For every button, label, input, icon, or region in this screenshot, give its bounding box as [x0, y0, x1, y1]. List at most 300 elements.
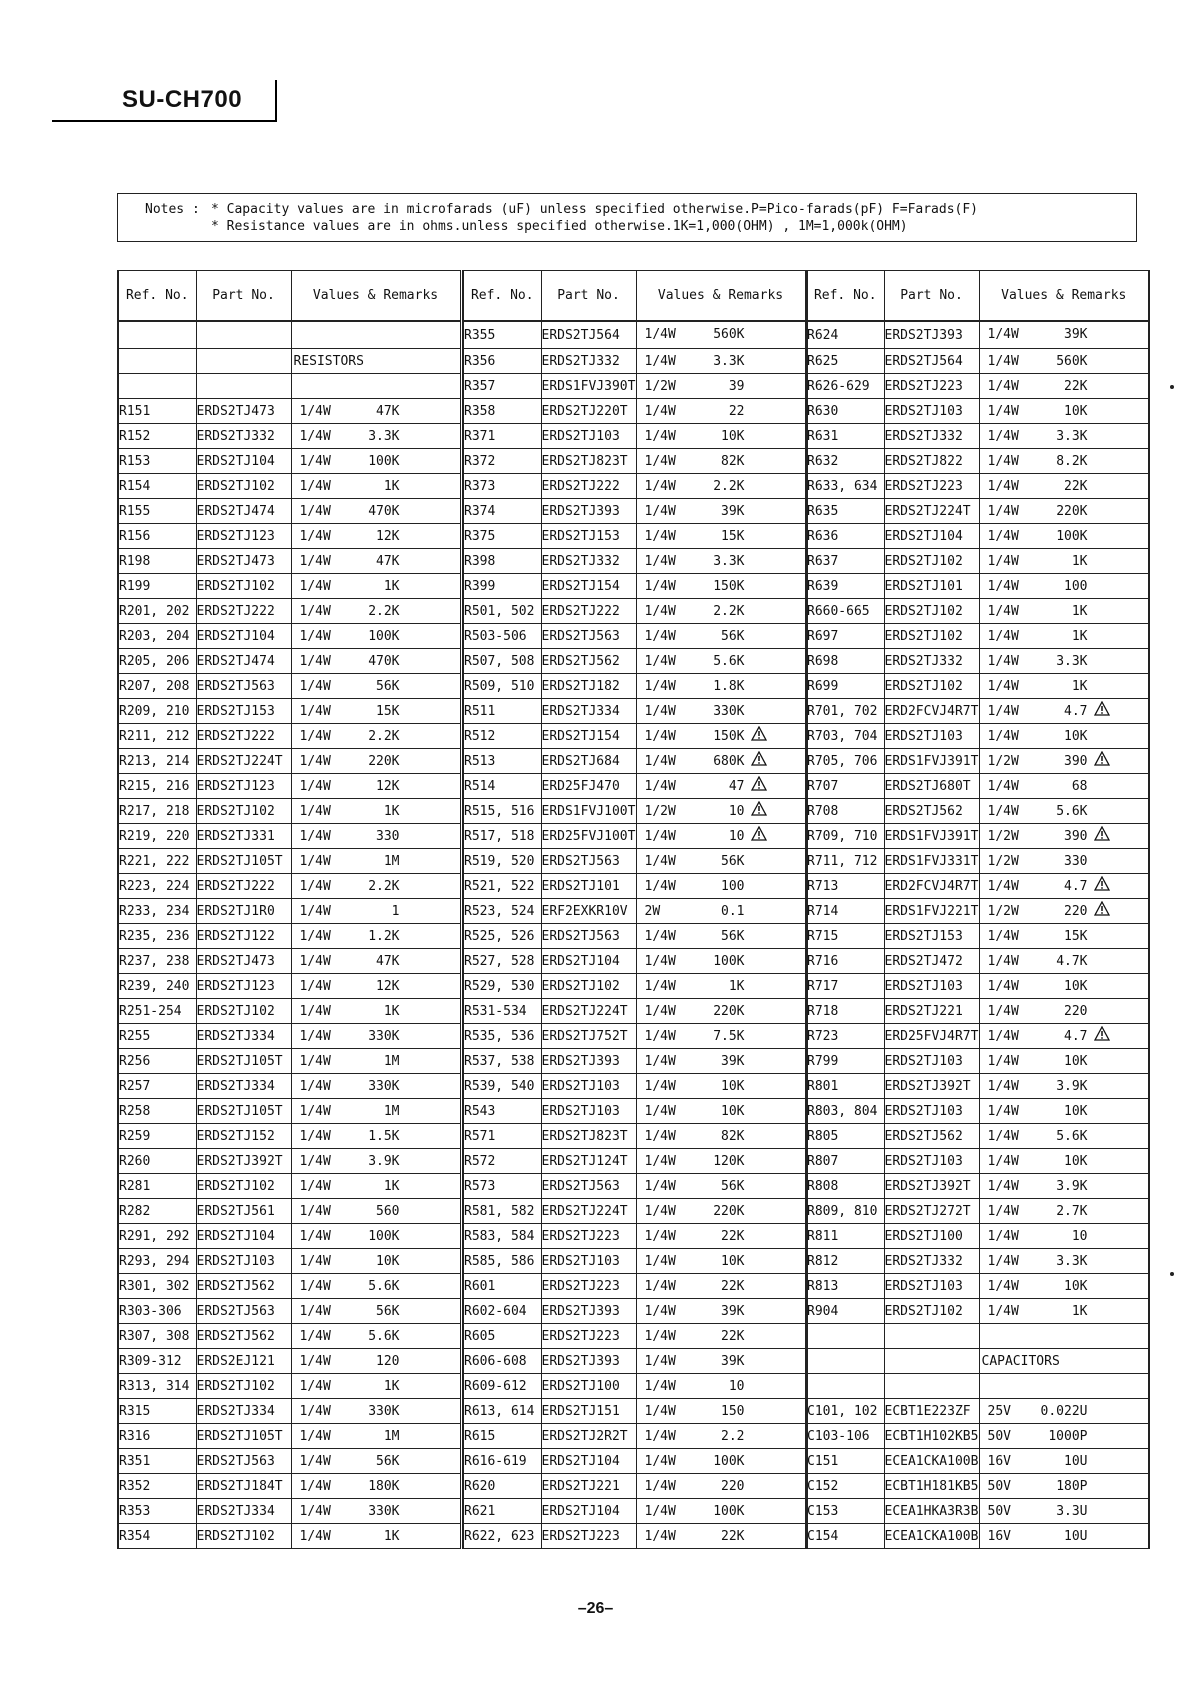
values-cell [979, 321, 1149, 349]
table-row [463, 424, 806, 449]
part-no-cell: ERDS2TJ102 [196, 1524, 291, 1549]
part-no-cell: ERDS2TJ222 [196, 874, 291, 899]
value: 56K [376, 1454, 400, 1469]
values-cell [291, 499, 461, 524]
values-cell [636, 449, 806, 474]
part-no-cell: ERDS2TJ473 [196, 399, 291, 424]
table-row [806, 424, 1149, 449]
value: 180P [1056, 1479, 1088, 1494]
part-no-cell [884, 1374, 979, 1399]
table-row [118, 1024, 461, 1049]
values-cell [636, 874, 806, 899]
value: 10K [1064, 1054, 1088, 1069]
ref-no-cell: R535, 536 [463, 1024, 541, 1049]
rating: 1/4W [644, 554, 676, 569]
part-no-cell: ERDS2TJ103 [884, 974, 979, 999]
model-name: SU-CH700 [122, 86, 243, 113]
values-cell [291, 1124, 461, 1149]
rating: 1/4W [299, 679, 331, 694]
part-no-cell: ERDS2TJ332 [884, 1249, 979, 1274]
values-cell [291, 1274, 461, 1299]
rating: 1/4W [299, 1229, 331, 1244]
ref-no-cell: R211, 212 [118, 724, 196, 749]
part-no-cell: ERDS2TJ101 [884, 574, 979, 599]
value: 1K [383, 1529, 400, 1544]
table-row [118, 624, 461, 649]
values-cell [979, 524, 1149, 549]
value: 1K [383, 1379, 400, 1394]
part-no-cell [884, 1324, 979, 1349]
table-row [806, 1299, 1149, 1324]
value: 120K [713, 1154, 745, 1169]
rating: 1/4W [644, 354, 676, 369]
rating: 1/4W [987, 354, 1019, 369]
part-no-cell: ERDS1FVJ390T [541, 374, 636, 399]
value: 56K [721, 929, 745, 944]
table-row [463, 1449, 806, 1474]
rating: 50V [987, 1504, 1011, 1519]
values-cell [291, 474, 461, 499]
rating: 1/4W [299, 879, 331, 894]
values-cell [979, 624, 1149, 649]
rating: 1/4W [644, 1504, 676, 1519]
values-cell [291, 1224, 461, 1249]
rating: 1/4W [644, 854, 676, 869]
header-values-remarks: Values & Remarks [979, 271, 1149, 322]
values-cell [291, 1299, 461, 1324]
ref-no-cell: R711, 712 [806, 849, 884, 874]
ref-no-cell: R235, 236 [118, 924, 196, 949]
part-no-cell: ECBT1H181KB5 [884, 1474, 979, 1499]
values-cell [291, 699, 461, 724]
rating: 1/4W [299, 1429, 331, 1444]
part-no-cell: ERDS2TJ220T [541, 399, 636, 424]
rating: 1/4W [987, 1254, 1019, 1269]
table-row [463, 1049, 806, 1074]
rating: 1/4W [644, 1004, 676, 1019]
table-row [463, 799, 806, 824]
part-no-cell: ERDS2TJ123 [196, 774, 291, 799]
part-no-cell: ERDS2TJ223 [541, 1524, 636, 1549]
rating: 1/4W [299, 1304, 331, 1319]
value: 10K [721, 1079, 745, 1094]
table-row [806, 549, 1149, 574]
values-cell [291, 1174, 461, 1199]
value: 22K [721, 1279, 745, 1294]
value: 39K [721, 1304, 745, 1319]
values-cell [636, 1424, 806, 1449]
part-no-cell: ERDS2TJ562 [196, 1324, 291, 1349]
values-cell [636, 1024, 806, 1049]
table-row [806, 724, 1149, 749]
ref-no-cell: R375 [463, 524, 541, 549]
part-no-cell: ERDS2TJ562 [884, 799, 979, 824]
value: 47K [376, 954, 400, 969]
value: 100K [368, 629, 400, 644]
part-no-cell: ERDS2TJ182 [541, 674, 636, 699]
ref-no-cell: R523, 524 [463, 899, 541, 924]
value: 120 [376, 1354, 400, 1369]
part-no-cell: ERDS2TJ102 [196, 474, 291, 499]
ref-no-cell: R633, 634 [806, 474, 884, 499]
values-cell [979, 1074, 1149, 1099]
ref-no-cell: R503-506 [463, 624, 541, 649]
value: 10K [721, 1254, 745, 1269]
value: 220K [368, 754, 400, 769]
table-row [118, 349, 461, 374]
table-row [806, 1074, 1149, 1099]
ref-no-cell: R373 [463, 474, 541, 499]
table-row [118, 1249, 461, 1274]
rating: 1/4W [644, 954, 676, 969]
values-cell [979, 399, 1149, 424]
value: 220K [1056, 504, 1088, 519]
ref-no-cell: R698 [806, 649, 884, 674]
values-cell [979, 1024, 1149, 1049]
values-cell [979, 1349, 1149, 1374]
part-no-cell: ERDS2TJ103 [884, 724, 979, 749]
part-no-cell: ERDS2TJ472 [884, 949, 979, 974]
rating: 1/4W [644, 1304, 676, 1319]
ref-no-cell: C153 [806, 1499, 884, 1524]
ref-no-cell: R543 [463, 1099, 541, 1124]
values-cell [291, 1474, 461, 1499]
table-row [806, 449, 1149, 474]
ref-no-cell: R531-534 [463, 999, 541, 1024]
table-row [118, 549, 461, 574]
value: 5.6K [368, 1329, 400, 1344]
ref-no-cell: R701, 702 [806, 699, 884, 724]
value: 2.2K [368, 879, 400, 894]
table-row [463, 524, 806, 549]
table-row [806, 699, 1149, 724]
notes-label: Notes : [145, 202, 200, 217]
rating: 50V [987, 1479, 1011, 1494]
part-no-cell [196, 374, 291, 399]
part-no-cell: ERD25FJ470 [541, 774, 636, 799]
table-row [463, 1474, 806, 1499]
ref-no-cell: R620 [463, 1474, 541, 1499]
rating: 1/4W [299, 854, 331, 869]
rating: 1/4W [987, 679, 1019, 694]
value: 10 [728, 1379, 745, 1394]
ref-no-cell: R715 [806, 924, 884, 949]
rating: 1/4W [644, 579, 676, 594]
value: 39K [721, 504, 745, 519]
value: 1M [383, 1104, 400, 1119]
value: 39K [721, 1054, 745, 1069]
part-no-cell: ECEA1CKA100B [884, 1449, 979, 1474]
rating: 1/4W [987, 929, 1019, 944]
values-cell [979, 949, 1149, 974]
section-heading: CAPACITORS [981, 1354, 1060, 1369]
values-cell [979, 899, 1149, 924]
rating: 1/4W [299, 554, 331, 569]
rating: 1/4W [644, 1354, 676, 1369]
values-cell [636, 649, 806, 674]
value: 56K [721, 629, 745, 644]
ref-no-cell: R812 [806, 1249, 884, 1274]
ref-no-cell [118, 321, 196, 349]
part-no-cell: ERD2FCVJ4R7T [884, 699, 979, 724]
rating: 1/4W [987, 1129, 1019, 1144]
table-row [806, 799, 1149, 824]
part-no-cell: ERDS2TJ473 [196, 549, 291, 574]
values-cell [979, 674, 1149, 699]
value: 10K [376, 1254, 400, 1269]
table-row [806, 1174, 1149, 1199]
value: 180K [368, 1479, 400, 1494]
values-cell [979, 499, 1149, 524]
value: 390 [1064, 829, 1088, 844]
table-row [118, 799, 461, 824]
table-row [118, 1224, 461, 1249]
part-no-cell: ERDS2TJ224T [884, 499, 979, 524]
value: 68 [1071, 779, 1088, 794]
ref-no-cell: R605 [463, 1324, 541, 1349]
ref-no-cell: R501, 502 [463, 599, 541, 624]
scan-speck [1170, 385, 1174, 389]
table-row [463, 674, 806, 699]
part-no-cell: ERDS2TJ393 [541, 1049, 636, 1074]
values-cell [979, 1524, 1149, 1549]
header-values-remarks: Values & Remarks [636, 271, 806, 322]
table-row [118, 849, 461, 874]
table-row [463, 399, 806, 424]
ref-no-cell: C154 [806, 1524, 884, 1549]
values-cell [636, 999, 806, 1024]
part-no-cell: ERDS2TJ222 [196, 724, 291, 749]
part-no-cell: ERDS2TJ563 [196, 1299, 291, 1324]
table-row [463, 624, 806, 649]
table-header-row [463, 271, 806, 322]
value: 56K [721, 1179, 745, 1194]
value: 10K [1064, 1154, 1088, 1169]
table-row [118, 1374, 461, 1399]
table-row [463, 899, 806, 924]
ref-no-cell: R352 [118, 1474, 196, 1499]
rating: 1/4W [299, 454, 331, 469]
ref-no-cell: R291, 292 [118, 1224, 196, 1249]
rating: 1/4W [299, 1454, 331, 1469]
ref-no-cell: R808 [806, 1174, 884, 1199]
rating: 1/4W [987, 1029, 1019, 1044]
notes-line-capacity: * Capacity values are in microfarads (uF) unless specified otherwise.P=Pico-farads(pF) F=Farads(F) [211, 202, 979, 217]
ref-no-cell: R282 [118, 1199, 196, 1224]
ref-no-cell: R581, 582 [463, 1199, 541, 1224]
table-row [806, 374, 1149, 399]
ref-no-cell: R203, 204 [118, 624, 196, 649]
value: 2.2K [368, 604, 400, 619]
rating: 1/4W [299, 429, 331, 444]
values-cell [291, 649, 461, 674]
values-cell [636, 1274, 806, 1299]
rating: 1/4W [299, 704, 331, 719]
rating: 1/4W [299, 1179, 331, 1194]
ref-no-cell: R357 [463, 374, 541, 399]
rating: 1/4W [644, 779, 676, 794]
rating: 1/4W [644, 1329, 676, 1344]
values-cell [291, 624, 461, 649]
ref-no-cell: R151 [118, 399, 196, 424]
ref-no-cell: R513 [463, 749, 541, 774]
rating: 1/4W [299, 1254, 331, 1269]
rating: 1/4W [987, 454, 1019, 469]
part-no-cell: ERDS2TJ272T [884, 1199, 979, 1224]
value: 2.2K [368, 729, 400, 744]
table-row [463, 349, 806, 374]
value: 10 [728, 829, 745, 844]
part-no-cell: ERDS2TJ153 [884, 924, 979, 949]
values-cell [979, 1399, 1149, 1424]
value: 15K [376, 704, 400, 719]
ref-no-cell: R351 [118, 1449, 196, 1474]
value: 100K [368, 454, 400, 469]
value: 12K [376, 529, 400, 544]
table-row [806, 574, 1149, 599]
ref-no-cell: R709, 710 [806, 824, 884, 849]
values-cell [291, 1349, 461, 1374]
value: 3.3K [1056, 429, 1088, 444]
rating: 1/4W [299, 1354, 331, 1369]
values-cell [636, 849, 806, 874]
value: 12K [376, 779, 400, 794]
values-cell [636, 1149, 806, 1174]
rating: 1/4W [299, 729, 331, 744]
ref-no-cell [806, 1349, 884, 1374]
value: 1K [383, 1004, 400, 1019]
rating: 1/4W [987, 954, 1019, 969]
value: 22K [1064, 479, 1088, 494]
value: 1K [383, 579, 400, 594]
table-row [118, 874, 461, 899]
table-row [118, 649, 461, 674]
value: 1M [383, 1429, 400, 1444]
rating: 1/4W [644, 929, 676, 944]
part-no-cell: ERDS2TJ103 [541, 1074, 636, 1099]
values-cell [636, 624, 806, 649]
part-no-cell: ERDS2TJ104 [884, 524, 979, 549]
rating: 1/2W [987, 854, 1019, 869]
value: 10K [721, 429, 745, 444]
rating: 1/4W [987, 1104, 1019, 1119]
warning-triangle-icon [1094, 826, 1110, 841]
value: 5.6K [1056, 804, 1088, 819]
values-cell [636, 1324, 806, 1349]
ref-no-cell: C103-106 [806, 1424, 884, 1449]
ref-no-cell: R507, 508 [463, 649, 541, 674]
part-no-cell: ERDS2TJ564 [541, 321, 636, 349]
ref-no-cell: R572 [463, 1149, 541, 1174]
rating: 1/4W [644, 479, 676, 494]
table-row [118, 499, 461, 524]
ref-no-cell: R221, 222 [118, 849, 196, 874]
part-no-cell: ERDS2TJ563 [541, 624, 636, 649]
rating: 1/4W [299, 1104, 331, 1119]
rating: 1/4W [644, 1129, 676, 1144]
rating: 1/4W [299, 1504, 331, 1519]
part-no-cell: ERDS2TJ103 [541, 424, 636, 449]
rating: 1/4W [987, 1079, 1019, 1094]
values-cell [979, 799, 1149, 824]
value: 3.3K [1056, 1254, 1088, 1269]
value: 3.3K [368, 429, 400, 444]
table-row [118, 674, 461, 699]
value: 100 [721, 879, 745, 894]
table-row [806, 399, 1149, 424]
part-no-cell: ERDS2TJ184T [196, 1474, 291, 1499]
table-row [463, 849, 806, 874]
part-no-cell: ERDS2TJ103 [541, 1099, 636, 1124]
value: 47K [376, 554, 400, 569]
ref-no-cell: R313, 314 [118, 1374, 196, 1399]
rating: 1/2W [987, 754, 1019, 769]
rating: 1/4W [987, 1204, 1019, 1219]
values-cell [979, 749, 1149, 774]
part-no-cell: ERDS2TJ104 [541, 1449, 636, 1474]
rating: 1/4W [644, 327, 676, 342]
rating: 1/4W [644, 1454, 676, 1469]
rating: 1/4W [644, 529, 676, 544]
values-cell [291, 1499, 461, 1524]
rating: 1/4W [299, 479, 331, 494]
warning-triangle-icon [1094, 876, 1110, 891]
header-part-no: Part No. [541, 271, 636, 322]
part-no-cell: ERDS2TJ223 [884, 474, 979, 499]
warning-triangle-icon [751, 751, 767, 766]
value: 1M [383, 1054, 400, 1069]
values-cell [636, 574, 806, 599]
values-cell [979, 1374, 1149, 1399]
value: 1K [1071, 679, 1088, 694]
table-row [118, 1324, 461, 1349]
part-no-cell: ERDS2TJ102 [884, 549, 979, 574]
part-no-cell: ERDS1FVJ221T [884, 899, 979, 924]
table-row [118, 524, 461, 549]
warning-triangle-icon [1094, 751, 1110, 766]
rating: 1/4W [644, 429, 676, 444]
part-no-cell: ERDS2TJ103 [541, 1249, 636, 1274]
ref-no-cell: R697 [806, 624, 884, 649]
table-row [118, 699, 461, 724]
ref-no-cell: R637 [806, 549, 884, 574]
table-row [806, 524, 1149, 549]
table-row [463, 1499, 806, 1524]
ref-no-cell: R307, 308 [118, 1324, 196, 1349]
rating: 1/2W [644, 379, 676, 394]
ref-no-cell: R630 [806, 399, 884, 424]
values-cell [291, 449, 461, 474]
ref-no-cell: R257 [118, 1074, 196, 1099]
ref-no-cell: R209, 210 [118, 699, 196, 724]
value: 15K [721, 529, 745, 544]
table-row [463, 1149, 806, 1174]
rating: 1/4W [987, 554, 1019, 569]
table-row [118, 574, 461, 599]
value: 5.6K [368, 1279, 400, 1294]
rating: 1/4W [987, 1279, 1019, 1294]
table-header-row [806, 271, 1149, 322]
ref-no-cell: R801 [806, 1074, 884, 1099]
table-row [118, 1499, 461, 1524]
page-number: –26– [577, 1600, 614, 1617]
value: 2.2 [721, 1429, 745, 1444]
values-cell [636, 1074, 806, 1099]
values-cell [636, 1399, 806, 1424]
value: 10K [1064, 1279, 1088, 1294]
part-no-cell: ERDS2TJ103 [884, 1049, 979, 1074]
value: 2.7K [1056, 1204, 1088, 1219]
